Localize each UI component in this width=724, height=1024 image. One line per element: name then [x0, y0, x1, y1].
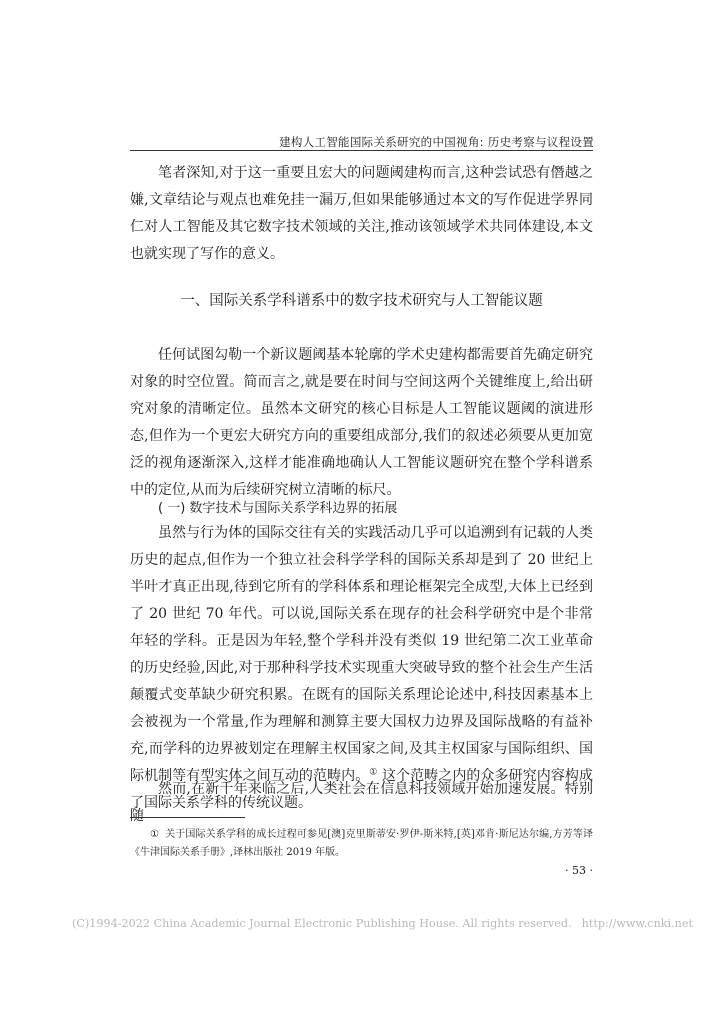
running-header: 建构人工智能国际关系研究的中国视角: 历史考察与议程设置 — [279, 135, 594, 149]
header-rule — [130, 150, 593, 151]
footnote-number: ① — [150, 829, 160, 840]
subsection-paragraph — [130, 520, 593, 817]
copyright-text: (C)1994-2022 China Academic Journal Electronic Publishing House. All rights reserved. — [72, 917, 572, 930]
subsection-paragraph-body: 虽然与行为体的国际交往有关的实践活动几乎可以追溯到有记载的人类历史的起点,但作为一个独立社会科学学科的国际关系却是到了 20 世纪上半叶才真正出现,待到它所有的学科体系和理论框架完全成型,大体上已经到了 20 世纪 70 年代。可以说,国际关系在现存的社会科学研究中是个非常年轻的学科。正是因为年轻,整个学科并没有类似 19 世纪第二次工业革命的历史经验,因此,对于那种科学技术实现重大突破导致的整个社会生产生活颠覆式变革缺少研究积累。在既有的国际关系理论论述中,科技因素基本上会被视为一个常量,作为理解和测算主要大国权力边界及国际战略的有益补充,而学科的边界被划定在理解主权国家之间,及其主权国家与国际组织、国际机制等有型实体之间互动的范畴内。 — [130, 525, 593, 784]
continuing-paragraph: 然而,在新千年来临之后,人类社会在信息科技领域开始加速发展。特别随 — [130, 781, 593, 824]
intro-paragraph: 笔者深知,对于这一重要且宏大的问题阈建构而言,这种尝试恐有僭越之嫌,文章结论与观点也难免挂一漏万,但如果能够通过本文的写作促进学界同仁对人工智能及其它数字技术领域的关注,推动该领域学术共同体建设,本文也就实现了写作的意义。 — [130, 165, 593, 262]
footnote — [130, 826, 593, 862]
footnote-reference[interactable]: ① — [369, 767, 378, 778]
section-heading: 一、国际关系学科谱系中的数字技术研究与人工智能议题 — [180, 293, 543, 309]
subsection-paragraph-tail: 这个范畴之内的众多研究内容构成了国际关系学科的传统议题。 — [130, 768, 594, 811]
footnote-rule — [130, 817, 245, 818]
page-number: · 53 · — [565, 864, 593, 877]
subsection-heading: ( 一) 数字技术与国际关系学科边界的拓展 — [158, 501, 398, 516]
footnote-text: 关于国际关系学科的成长过程可参见[澳]克里斯蒂安·罗伊-斯米特,[英]邓肯·斯尼达尔编,方芳等译《牛津国际关系手册》,译林出版社 2019 年版。 — [130, 829, 594, 858]
copyright-url[interactable]: http://www.cnki.net — [581, 917, 693, 930]
copyright-watermark — [72, 917, 693, 930]
section-paragraph: 任何试图勾勒一个新议题阈基本轮廓的学术史建构都需要首先确定研究对象的时空位置。简而言之,就是要在时间与空间这两个关键维度上,给出研究对象的清晰定位。虽然本文研究的核心目标是人工智能议题阈的演进形态,但作为一个更宏大研究方向的重要组成部分,我们的叙述必须要从更加宽泛的视角逐渐深入,这样才能准确地确认人工智能议题研究在整个学科谱系中的定位,从而为后续研究树立清晰的标尺。 — [130, 347, 593, 498]
